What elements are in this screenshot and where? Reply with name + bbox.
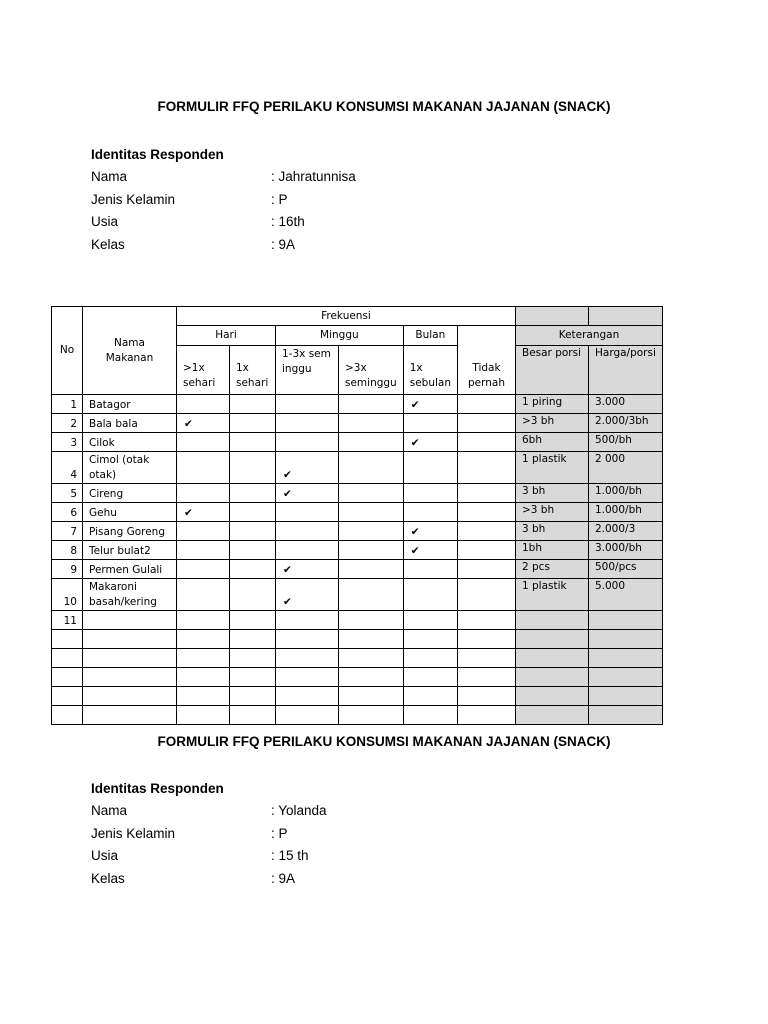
food-name	[83, 668, 177, 687]
form1-identity-heading: Identitas Responden	[91, 147, 224, 162]
food-name	[83, 649, 177, 668]
food-name	[83, 630, 177, 649]
food-name: Cilok	[83, 433, 177, 452]
row-number: 5	[52, 484, 83, 503]
frequency-cell	[276, 560, 339, 579]
table-row	[52, 687, 663, 706]
frequency-cell	[339, 452, 404, 484]
food-name: Bala bala	[83, 414, 177, 433]
field-value: : P	[271, 191, 288, 207]
form2-field-kelas	[91, 868, 491, 891]
frequency-cell	[177, 687, 230, 706]
frequency-cell	[276, 503, 339, 522]
table-row	[52, 541, 663, 560]
frequency-cell	[457, 687, 515, 706]
frequency-cell	[230, 668, 276, 687]
food-name: Cimol (otak otak)	[83, 452, 177, 484]
frequency-cell	[457, 611, 515, 630]
food-name: Batagor	[83, 395, 177, 414]
price-per-portion	[588, 668, 662, 687]
row-number: 6	[52, 503, 83, 522]
portion-size	[515, 630, 588, 649]
frequency-cell	[403, 630, 457, 649]
frequency-cell	[230, 630, 276, 649]
row-number	[52, 687, 83, 706]
frequency-cell	[230, 522, 276, 541]
frequency-cell	[457, 579, 515, 611]
portion-size: 1 piring	[515, 395, 588, 414]
frequency-cell	[230, 503, 276, 522]
frequency-cell	[230, 649, 276, 668]
frequency-cell	[457, 414, 515, 433]
frequency-cell	[339, 706, 404, 725]
frequency-cell	[403, 706, 457, 725]
table-row	[52, 579, 663, 611]
frequency-cell	[403, 541, 457, 560]
header-keterangan: Keterangan	[515, 326, 662, 346]
food-name: Cireng	[83, 484, 177, 503]
food-name	[83, 687, 177, 706]
frequency-cell	[339, 649, 404, 668]
frequency-cell	[339, 668, 404, 687]
header-hari: Hari	[177, 326, 276, 346]
frequency-cell	[177, 579, 230, 611]
frequency-cell	[230, 395, 276, 414]
check-mark-icon: ✔	[283, 469, 292, 481]
row-number: 3	[52, 433, 83, 452]
frequency-cell	[177, 649, 230, 668]
ffq-table	[51, 306, 663, 725]
frequency-cell	[403, 484, 457, 503]
price-per-portion	[588, 706, 662, 725]
frequency-cell	[403, 414, 457, 433]
form1-field-jenis-kelamin	[91, 189, 491, 212]
header-1-3x-seminggu: 1-3x seminggu	[276, 346, 339, 395]
frequency-cell	[230, 414, 276, 433]
header-tidak-pernah: Tidak pernah	[457, 326, 515, 395]
frequency-cell	[276, 579, 339, 611]
frequency-cell	[339, 560, 404, 579]
frequency-cell	[276, 630, 339, 649]
portion-size: 1 plastik	[515, 452, 588, 484]
check-mark-icon: ✔	[410, 545, 420, 557]
frequency-cell	[230, 433, 276, 452]
frequency-cell	[403, 579, 457, 611]
form2-identity	[91, 777, 491, 890]
header-minggu: Minggu	[276, 326, 404, 346]
ffq-table-body	[52, 395, 663, 725]
food-name	[83, 611, 177, 630]
field-label: Kelas	[91, 870, 125, 886]
frequency-cell	[457, 433, 515, 452]
header-frekuensi: Frekuensi	[177, 307, 516, 326]
row-number: 1	[52, 395, 83, 414]
table-row	[52, 484, 663, 503]
frequency-cell	[177, 452, 230, 484]
frequency-cell	[339, 541, 404, 560]
table-row	[52, 630, 663, 649]
table-row	[52, 452, 663, 484]
portion-size: >3 bh	[515, 414, 588, 433]
frequency-cell	[457, 541, 515, 560]
field-label: Jenis Kelamin	[91, 825, 176, 841]
field-label: Usia	[91, 214, 119, 229]
row-number: 11	[52, 611, 83, 630]
food-name: Pisang Goreng	[83, 522, 177, 541]
table-row	[52, 395, 663, 414]
portion-size	[515, 649, 588, 668]
frequency-cell	[339, 395, 404, 414]
table-row	[52, 414, 663, 433]
frequency-cell	[339, 611, 404, 630]
frequency-cell	[457, 560, 515, 579]
food-name: Telur bulat2	[83, 541, 177, 560]
frequency-cell	[276, 649, 339, 668]
form2-field-nama	[91, 800, 491, 823]
check-mark-icon: ✔	[283, 564, 292, 576]
portion-size	[515, 687, 588, 706]
header-1x-sebulan: 1x sebulan	[403, 346, 457, 395]
frequency-cell	[230, 579, 276, 611]
frequency-cell	[276, 611, 339, 630]
price-per-portion	[588, 649, 662, 668]
frequency-cell	[276, 484, 339, 503]
price-per-portion: 1.000/bh	[588, 484, 662, 503]
row-number: 7	[52, 522, 83, 541]
form1-identity	[91, 143, 491, 256]
header-gt1x-sehari: >1x sehari	[177, 346, 230, 395]
field-value: : Jahratunnisa	[271, 169, 356, 184]
header-shaded-cell	[515, 307, 588, 326]
frequency-cell	[339, 484, 404, 503]
price-per-portion: 2 000	[588, 452, 662, 484]
frequency-cell	[457, 484, 515, 503]
table-row	[52, 503, 663, 522]
frequency-cell	[276, 687, 339, 706]
frequency-cell	[403, 395, 457, 414]
frequency-cell	[230, 484, 276, 503]
field-label: Kelas	[91, 236, 125, 252]
frequency-cell	[276, 452, 339, 484]
price-per-portion	[588, 630, 662, 649]
frequency-cell	[403, 452, 457, 484]
header-nama-makanan: Nama Makanan	[83, 307, 177, 395]
frequency-cell	[339, 433, 404, 452]
table-row	[52, 668, 663, 687]
price-per-portion: 500/pcs	[588, 560, 662, 579]
frequency-cell	[403, 522, 457, 541]
row-number	[52, 668, 83, 687]
row-number	[52, 649, 83, 668]
table-row	[52, 611, 663, 630]
frequency-cell	[276, 414, 339, 433]
frequency-cell	[339, 630, 404, 649]
row-number	[52, 630, 83, 649]
frequency-cell	[230, 452, 276, 484]
price-per-portion: 1.000/bh	[588, 503, 662, 522]
frequency-cell	[276, 522, 339, 541]
portion-size: 3 bh	[515, 522, 588, 541]
portion-size	[515, 668, 588, 687]
frequency-cell	[457, 706, 515, 725]
field-value: : 15 th	[271, 848, 309, 863]
header-1x-sehari: 1x sehari	[230, 346, 276, 395]
frequency-cell	[276, 541, 339, 560]
price-per-portion	[588, 687, 662, 706]
field-label: Usia	[91, 848, 119, 863]
check-mark-icon: ✔	[410, 437, 420, 449]
header-harga-porsi: Harga/porsi	[588, 346, 662, 395]
field-label: Nama	[91, 803, 128, 818]
row-number: 4	[52, 452, 83, 484]
check-mark-icon: ✔	[410, 526, 420, 538]
form1-title: FORMULIR FFQ PERILAKU KONSUMSI MAKANAN JAJANAN (SNACK)	[157, 99, 611, 114]
frequency-cell	[230, 611, 276, 630]
frequency-cell	[339, 522, 404, 541]
form1-field-usia	[91, 211, 491, 234]
frequency-cell	[457, 630, 515, 649]
frequency-cell	[177, 484, 230, 503]
check-mark-icon: ✔	[184, 507, 193, 519]
frequency-cell	[177, 414, 230, 433]
price-per-portion: 5.000	[588, 579, 662, 611]
frequency-cell	[403, 503, 457, 522]
field-value: : 9A	[271, 870, 296, 886]
form2-title: FORMULIR FFQ PERILAKU KONSUMSI MAKANAN JAJANAN (SNACK)	[157, 734, 611, 749]
check-mark-icon: ✔	[184, 418, 193, 430]
portion-size: 1bh	[515, 541, 588, 560]
frequency-cell	[339, 687, 404, 706]
row-number: 9	[52, 560, 83, 579]
frequency-cell	[457, 395, 515, 414]
table-row	[52, 706, 663, 725]
header-bulan: Bulan	[403, 326, 457, 346]
field-value: : Yolanda	[271, 803, 327, 818]
frequency-cell	[276, 668, 339, 687]
field-value: : P	[271, 825, 288, 841]
frequency-cell	[177, 541, 230, 560]
price-per-portion: 2.000/3	[588, 522, 662, 541]
food-name: Permen Gulali	[83, 560, 177, 579]
frequency-cell	[177, 395, 230, 414]
row-number: 8	[52, 541, 83, 560]
form1-field-kelas	[91, 234, 491, 257]
frequency-cell	[339, 503, 404, 522]
frequency-cell	[276, 706, 339, 725]
frequency-cell	[230, 687, 276, 706]
frequency-cell	[457, 522, 515, 541]
check-mark-icon: ✔	[283, 596, 292, 608]
frequency-cell	[177, 433, 230, 452]
portion-size: 2 pcs	[515, 560, 588, 579]
frequency-cell	[403, 668, 457, 687]
price-per-portion: 3.000	[588, 395, 662, 414]
field-value: : 9A	[271, 236, 296, 252]
portion-size: 3 bh	[515, 484, 588, 503]
food-name: Makaroni basah/kering	[83, 579, 177, 611]
frequency-cell	[230, 560, 276, 579]
table-row	[52, 522, 663, 541]
frequency-cell	[177, 668, 230, 687]
frequency-cell	[339, 579, 404, 611]
form2-identity-heading: Identitas Responden	[91, 781, 224, 796]
table-row	[52, 649, 663, 668]
row-number: 10	[52, 579, 83, 611]
frequency-cell	[177, 706, 230, 725]
row-number: 2	[52, 414, 83, 433]
portion-size: 1 plastik	[515, 579, 588, 611]
frequency-cell	[177, 560, 230, 579]
price-per-portion: 500/bh	[588, 433, 662, 452]
frequency-cell	[177, 522, 230, 541]
frequency-cell	[403, 687, 457, 706]
frequency-cell	[457, 452, 515, 484]
table-row	[52, 433, 663, 452]
frequency-cell	[457, 503, 515, 522]
check-mark-icon: ✔	[283, 488, 292, 500]
row-number	[52, 706, 83, 725]
header-shaded-cell	[588, 307, 662, 326]
food-name: Gehu	[83, 503, 177, 522]
price-per-portion	[588, 611, 662, 630]
frequency-cell	[276, 433, 339, 452]
frequency-cell	[403, 611, 457, 630]
header-gt3x-seminggu: >3x seminggu	[339, 346, 404, 395]
frequency-cell	[276, 395, 339, 414]
frequency-cell	[457, 649, 515, 668]
portion-size: >3 bh	[515, 503, 588, 522]
portion-size	[515, 706, 588, 725]
food-name	[83, 706, 177, 725]
frequency-cell	[339, 414, 404, 433]
frequency-cell	[457, 668, 515, 687]
header-besar-porsi: Besar porsi	[515, 346, 588, 395]
price-per-portion: 2.000/3bh	[588, 414, 662, 433]
frequency-cell	[230, 706, 276, 725]
frequency-cell	[177, 611, 230, 630]
field-label: Nama	[91, 169, 128, 184]
check-mark-icon: ✔	[410, 399, 420, 411]
frequency-cell	[403, 560, 457, 579]
header-no: No	[52, 307, 83, 395]
table-row	[52, 560, 663, 579]
frequency-cell	[403, 649, 457, 668]
form1-field-nama	[91, 166, 491, 189]
portion-size	[515, 611, 588, 630]
frequency-cell	[230, 541, 276, 560]
portion-size: 6bh	[515, 433, 588, 452]
field-label: Jenis Kelamin	[91, 191, 176, 207]
frequency-cell	[177, 630, 230, 649]
frequency-cell	[177, 503, 230, 522]
form2-field-jenis-kelamin	[91, 823, 491, 846]
frequency-cell	[403, 433, 457, 452]
price-per-portion: 3.000/bh	[588, 541, 662, 560]
field-value: : 16th	[271, 214, 305, 229]
form2-field-usia	[91, 845, 491, 868]
